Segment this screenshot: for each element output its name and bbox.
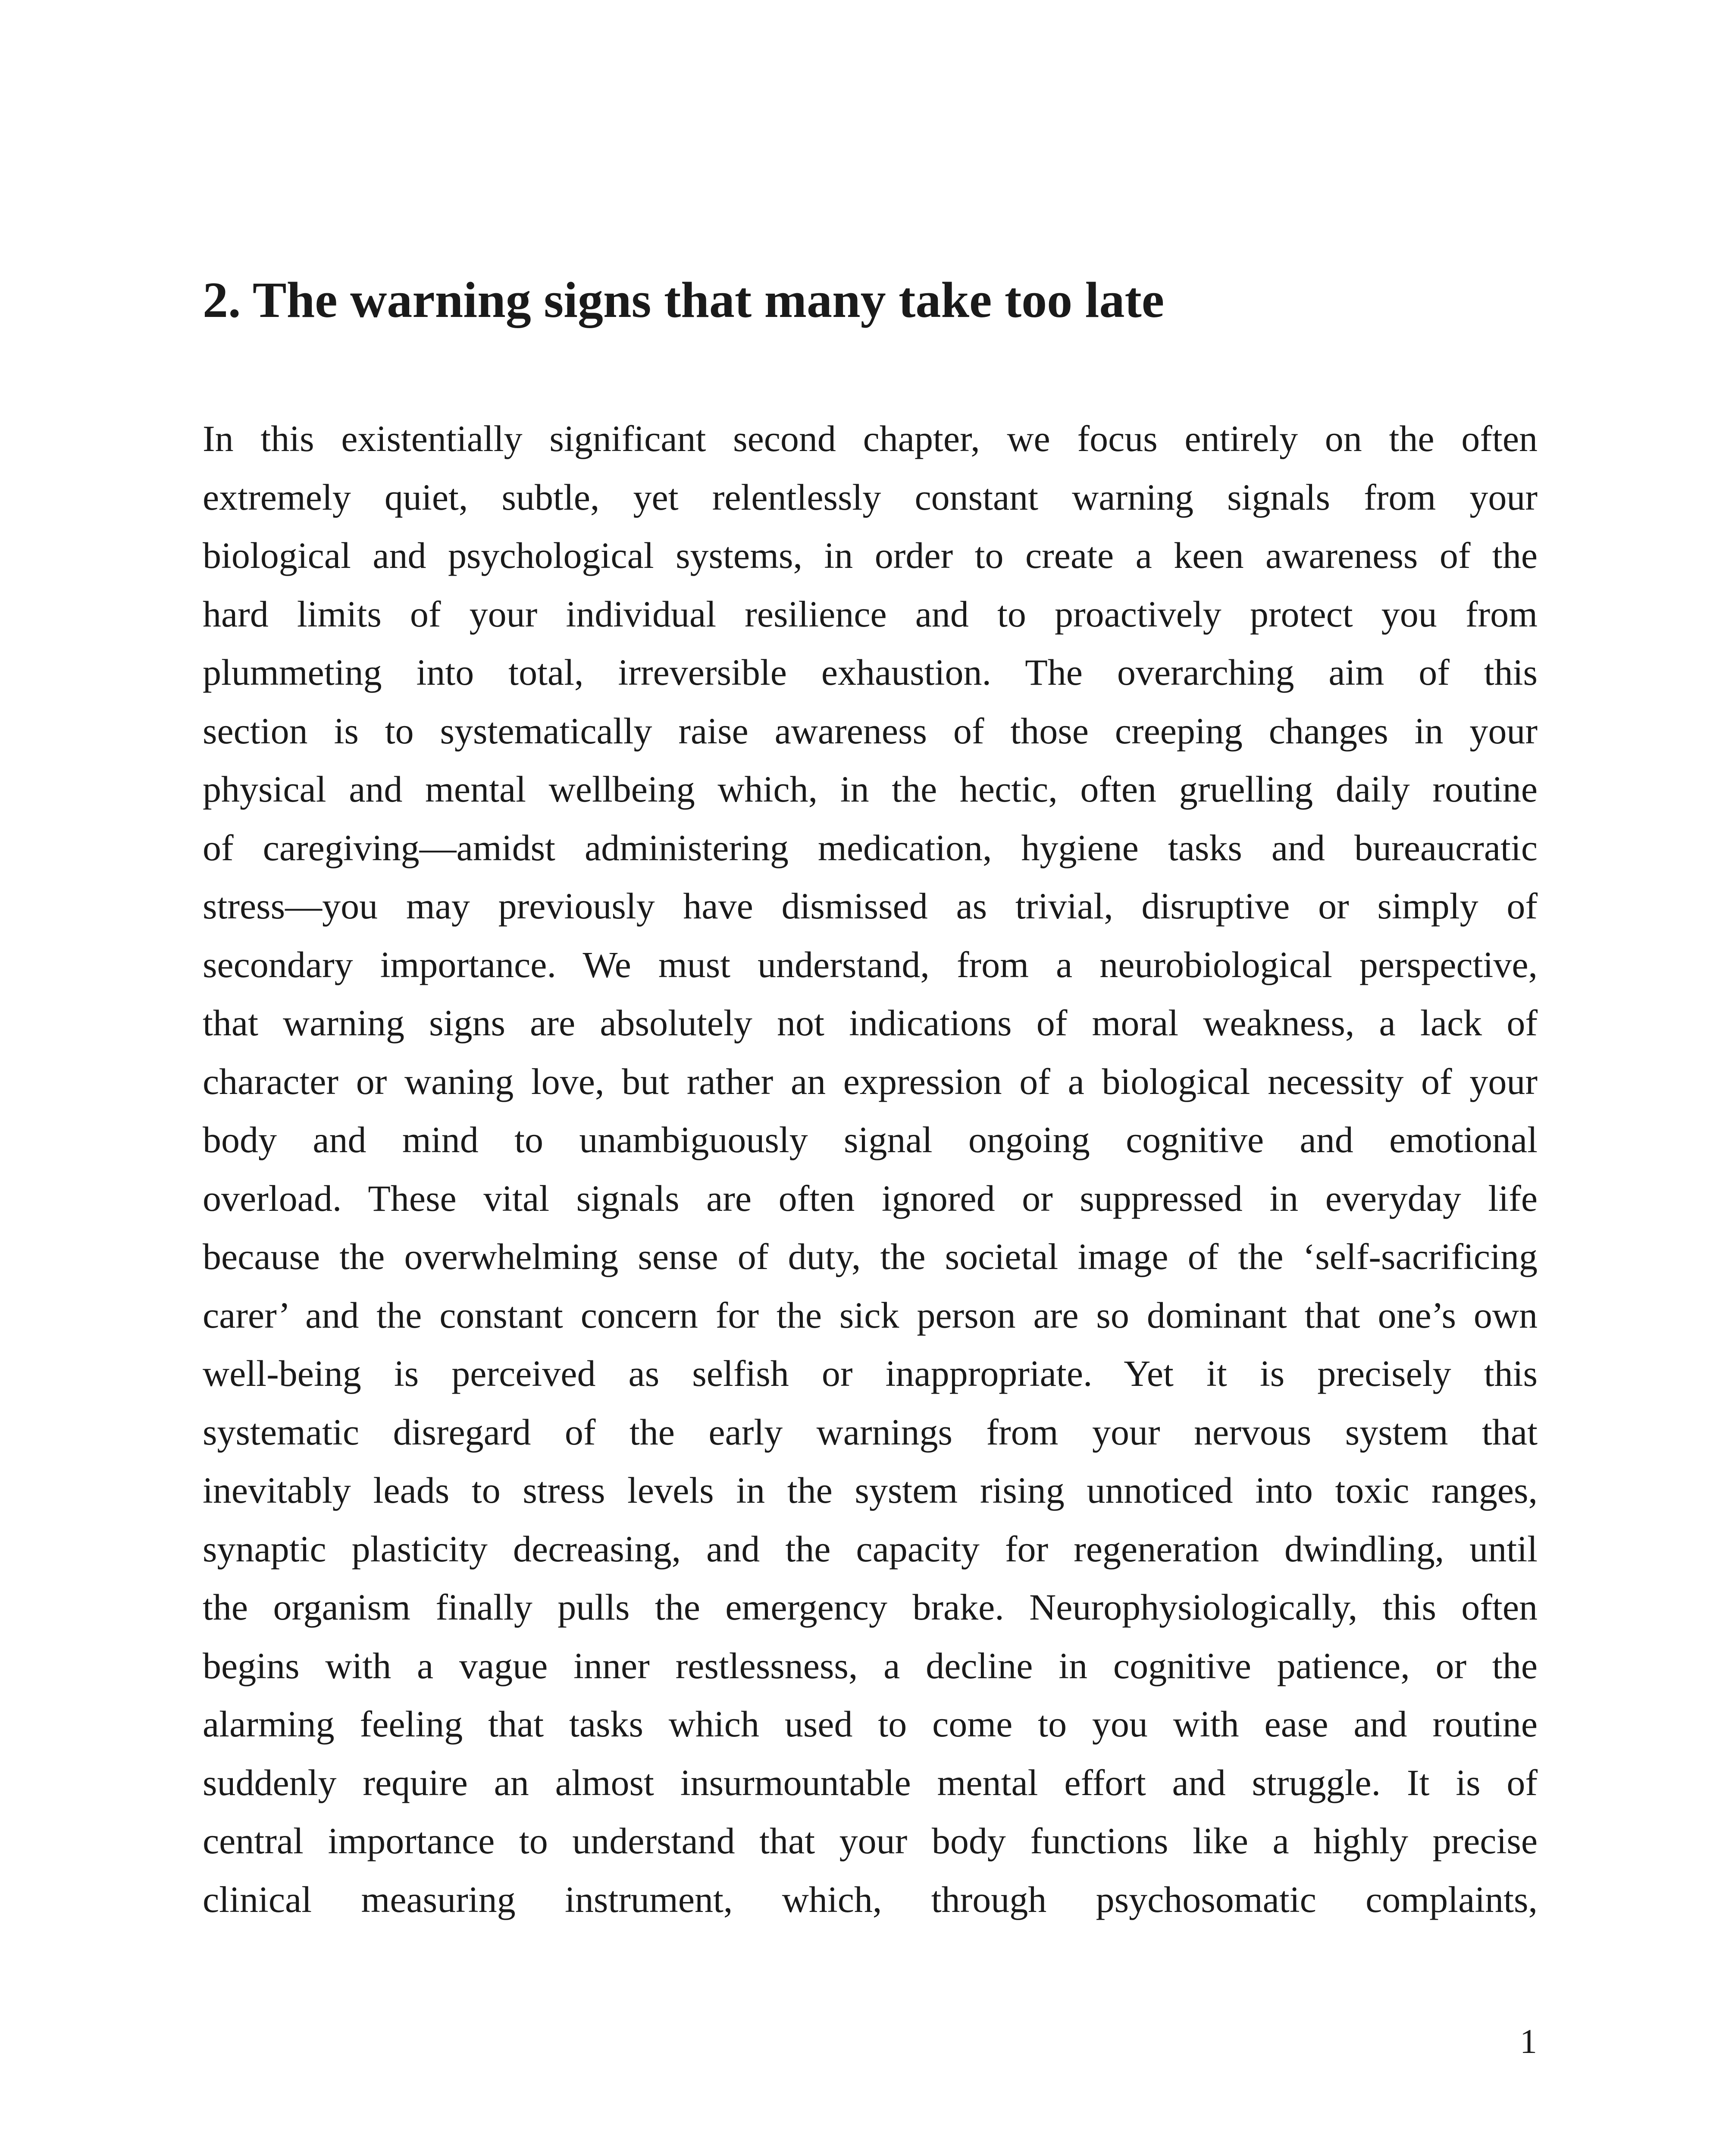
paragraph-line: overload. These vital signals are often ignored or suppressed in everyday life xyxy=(203,1177,1538,1219)
paragraph-line: of caregiving—amidst administering medication, hygiene tasks and bureaucratic xyxy=(203,827,1538,868)
paragraph-line: the organism finally pulls the emergency brake. Neurophysiologically, this often xyxy=(203,1586,1538,1628)
chapter-title: 2. The warning signs that many take too late xyxy=(203,272,1165,328)
paragraph-line: carer’ and the constant concern for the sick person are so dominant that one’s own xyxy=(203,1294,1538,1336)
paragraph-line: physical and mental wellbeing which, in the hectic, often gruelling daily routine xyxy=(203,768,1538,810)
paragraph-line: central importance to understand that your body functions like a highly precise xyxy=(203,1820,1538,1861)
paragraph-line: well-being is perceived as selfish or inappropriate. Yet it is precisely this xyxy=(203,1353,1538,1394)
paragraph-line: synaptic plasticity decreasing, and the capacity for regeneration dwindling, until xyxy=(203,1528,1538,1570)
paragraph-line: body and mind to unambiguously signal ongoing cognitive and emotional xyxy=(203,1119,1538,1160)
paragraph-line: clinical measuring instrument, which, through psychosomatic complaints, xyxy=(203,1878,1538,1920)
paragraph-line: inevitably leads to stress levels in the system rising unnoticed into toxic ranges, xyxy=(203,1470,1538,1511)
body-paragraph xyxy=(203,410,1538,1929)
paragraph-line: biological and psychological systems, in order to create a keen awareness of the xyxy=(203,535,1538,576)
paragraph-line: secondary importance. We must understand, from a neurobiological perspective, xyxy=(203,943,1538,985)
paragraph-line: hard limits of your individual resilience and to proactively protect you from xyxy=(203,593,1538,635)
paragraph-line: section is to systematically raise awareness of those creeping changes in your xyxy=(203,710,1538,752)
paragraph-line: alarming feeling that tasks which used to come to you with ease and routine xyxy=(203,1703,1538,1745)
paragraph-line: because the overwhelming sense of duty, the societal image of the ‘self-sacrificing xyxy=(203,1236,1538,1277)
paragraph-line: extremely quiet, subtle, yet relentlessly constant warning signals from your xyxy=(203,476,1538,518)
paragraph-line: plummeting into total, irreversible exhaustion. The overarching aim of this xyxy=(203,652,1538,693)
paragraph-line: suddenly require an almost insurmountable mental effort and struggle. It is of xyxy=(203,1761,1538,1803)
paragraph-line: stress—you may previously have dismissed as trivial, disruptive or simply of xyxy=(203,885,1538,927)
paragraph-line: character or waning love, but rather an expression of a biological necessity of your xyxy=(203,1060,1538,1102)
paragraph-line: that warning signs are absolutely not indications of moral weakness, a lack of xyxy=(203,1002,1538,1044)
page-number: 1 xyxy=(1520,2023,1537,2061)
paragraph-line: systematic disregard of the early warnings from your nervous system that xyxy=(203,1411,1538,1453)
paragraph-line: In this existentially significant second chapter, we focus entirely on the often xyxy=(203,418,1538,459)
paragraph-line: begins with a vague inner restlessness, a decline in cognitive patience, or the xyxy=(203,1645,1538,1686)
